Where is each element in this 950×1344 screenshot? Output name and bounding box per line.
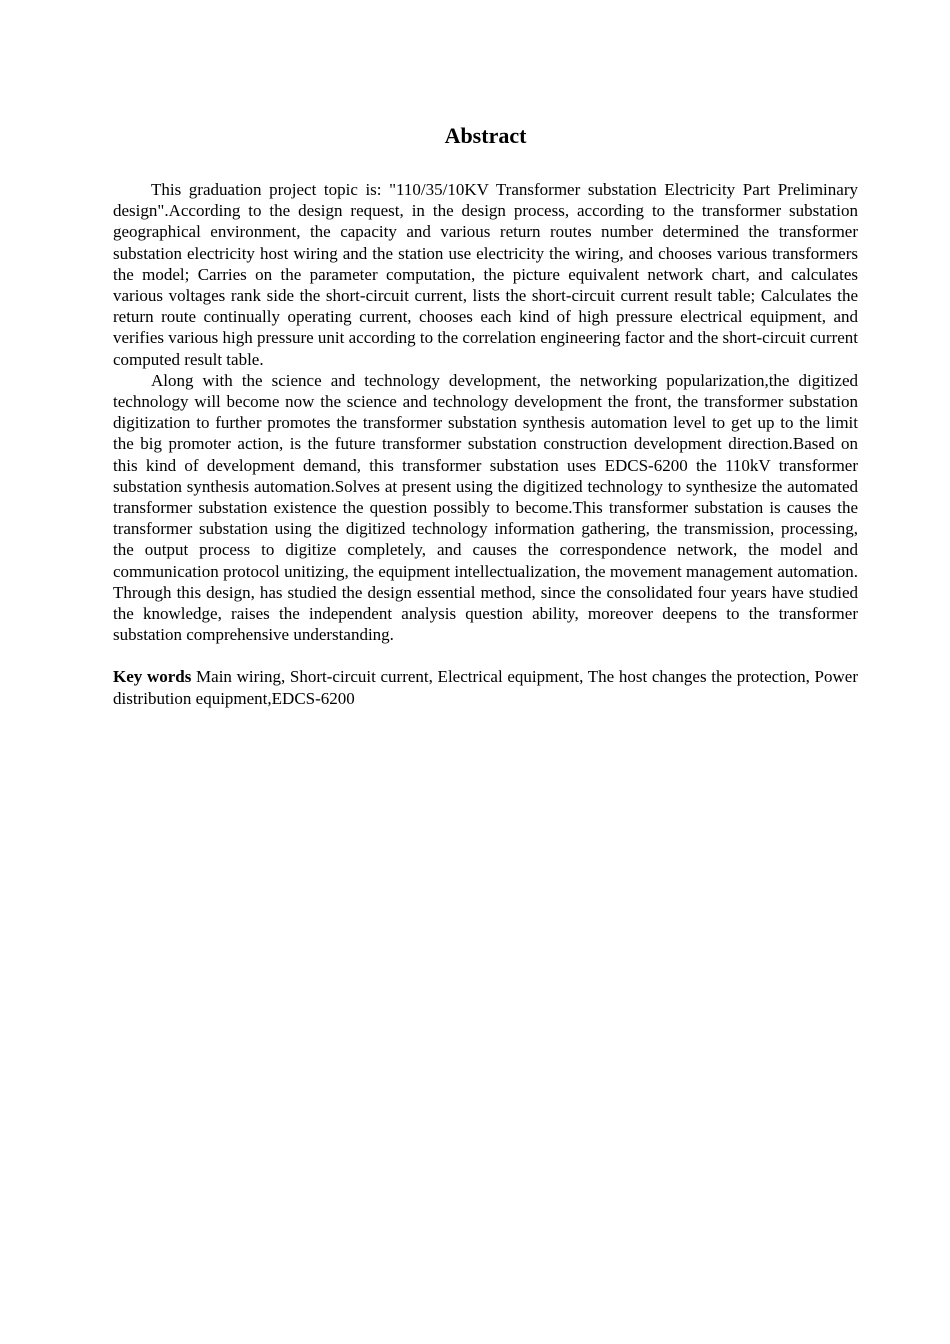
keywords-text: Main wiring, Short-circuit current, Electrical equipment, The host changes the protection, Power distribution equipment,EDCS-6200 [113,667,858,708]
abstract-section [113,122,858,709]
keywords-label: Key words [113,667,192,687]
keywords-line [113,666,858,708]
abstract-paragraph-2: Along with the science and technology development, the networking popularization,the digitized technology will become now the science and technology development the front, the transformer substation digitization to further promotes the transformer substation synthesis automation level to get up to the limit the big promoter action, is the future transformer substation construction development direction.Based on this kind of development demand, this transformer substation uses EDCS-6200 the 110kV transformer substation synthesis automation.Solves at present using the digitized technology to synthesize the automated transformer substation existence the question possibly to become.This transformer substation is causes the transformer substation using the digitized technology information gathering, the transmission, processing, the output process to digitize completely, and causes the correspondence network, the model and communication protocol unitizing, the equipment intellectualization, the movement management automation. Through this design, has studied the design essential method, since the consolidated four years have studied the knowledge, raises the independent analysis question ability, moreover deepens to the transformer substation comprehensive understanding. [113,370,858,645]
abstract-title: Abstract [444,123,527,148]
abstract-paragraph-1: This graduation project topic is: "110/35/10KV Transformer substation Electricity Part Preliminary design".According to the design request, in the design process, according to the transformer substation geographical environment, the capacity and various return routes number determined the transformer substation electricity host wiring and the station use electricity the wiring, and chooses various transformers the model; Carries on the parameter computation, the picture equivalent network chart, and calculates various voltages rank side the short-circuit current, lists the short-circuit current result table; Calculates the return route continually operating current, chooses each kind of high pressure electrical equipment, and verifies various high pressure unit according to the correlation engineering factor and the short-circuit current computed result table. [113,180,858,369]
